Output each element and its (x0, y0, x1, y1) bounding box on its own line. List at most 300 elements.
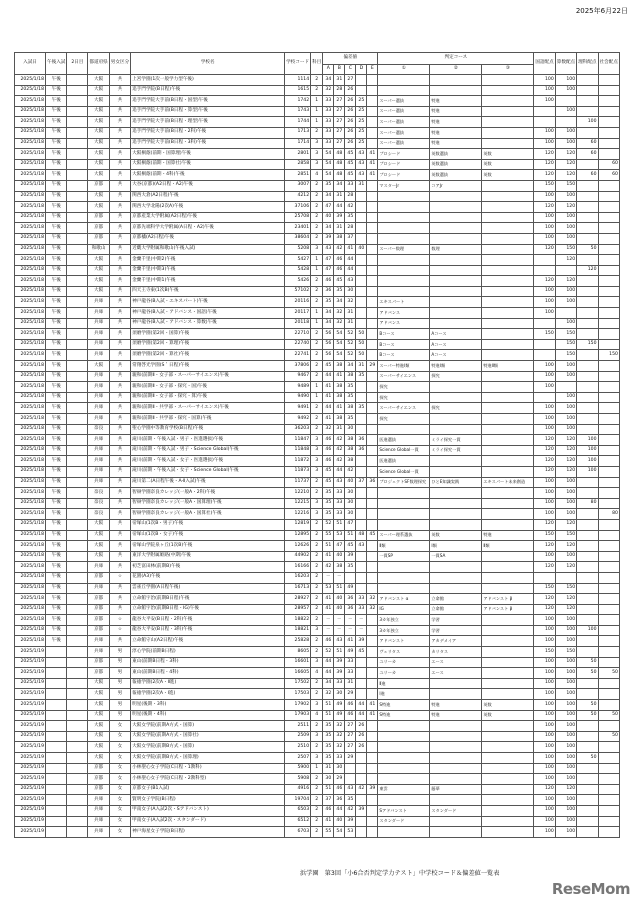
shakai-points (598, 297, 619, 308)
day2 (67, 106, 88, 117)
course-1: Sアドバンスト (378, 805, 430, 816)
gender: 女 (109, 805, 130, 816)
subject-count: 2 (311, 202, 323, 213)
pref: 京都 (88, 657, 109, 668)
course-3 (482, 435, 534, 446)
hensachi-b: 40 (334, 604, 345, 615)
hensachi-e (367, 509, 378, 520)
hensachi-d (356, 414, 367, 425)
course-3 (482, 244, 534, 255)
hensachi-b: 30 (334, 689, 345, 700)
hensachi-a: 52 (323, 647, 334, 658)
sansu-points: 120 (555, 784, 576, 795)
am-pm: 午後 (46, 392, 67, 403)
subject-count: 2 (311, 530, 323, 541)
subject-count: 2 (311, 562, 323, 573)
hensachi-a: － (323, 572, 334, 583)
subject-count: 3 (311, 498, 323, 509)
course-3 (482, 127, 534, 138)
hensachi-d (356, 456, 367, 467)
hensachi-e (367, 308, 378, 319)
exam-date: 2025/1/18 (15, 297, 46, 308)
pref: 兵庫 (88, 816, 109, 827)
am-pm (46, 657, 67, 668)
table-row (15, 117, 620, 128)
school-name: 帝塚山(1次B・女子)午後 (131, 530, 285, 541)
school-name: 京都先端科学大学附属(A日程・A2)午後 (131, 223, 285, 234)
shakai-points (598, 488, 619, 499)
subject-count: 2 (311, 339, 323, 350)
exam-date: 2025/1/18 (15, 519, 46, 530)
hensachi-c: 27 (345, 731, 356, 742)
pref: 兵庫 (88, 562, 109, 573)
am-pm: 午後 (46, 551, 67, 562)
hensachi-a: 34 (323, 223, 334, 234)
pref: 兵庫 (88, 382, 109, 393)
header-rika: 理科配点 (577, 53, 598, 75)
school-name: 明星(後期・4科) (131, 710, 285, 721)
course-1: ヴェリタス (378, 647, 430, 658)
table-row (15, 551, 620, 562)
table-body (15, 75, 620, 838)
course-3 (482, 519, 534, 530)
sansu-points: 100 (555, 700, 576, 711)
gender: 男 (109, 668, 130, 679)
school-name: 京都産業大学附属(A2日程)午後 (131, 212, 285, 223)
am-pm: 午後 (46, 286, 67, 297)
hensachi-d (356, 562, 367, 573)
school-code: 11847 (285, 435, 311, 446)
hensachi-c: 35 (345, 795, 356, 806)
hensachi-e: 29 (367, 361, 378, 372)
hensachi-b: 35 (334, 286, 345, 297)
shakai-points (598, 308, 619, 319)
day2 (67, 657, 88, 668)
course-3 (482, 689, 534, 700)
hensachi-d (356, 816, 367, 827)
course-1: プロシード (378, 149, 430, 160)
table-row (15, 329, 620, 340)
table-row (15, 710, 620, 721)
course-3 (482, 212, 534, 223)
table-row (15, 636, 620, 647)
hensachi-a: 41 (323, 382, 334, 393)
day2 (67, 117, 88, 128)
subject-count: 4 (311, 668, 323, 679)
subject-count: 2 (311, 551, 323, 562)
shakai-points (598, 85, 619, 96)
hensachi-b: 31 (334, 223, 345, 234)
am-pm: 午後 (46, 138, 67, 149)
rika-points: 50 (577, 244, 598, 255)
gender: 共 (109, 202, 130, 213)
kokugo-points (534, 339, 555, 350)
course-1 (378, 827, 430, 838)
hensachi-e (367, 668, 378, 679)
hensachi-e: 41 (367, 700, 378, 711)
subject-count: 2 (311, 594, 323, 605)
hensachi-a: 44 (323, 668, 334, 679)
hensachi-a: 46 (323, 805, 334, 816)
day2 (67, 647, 88, 658)
exam-date: 2025/1/18 (15, 583, 46, 594)
subject-count: 2 (311, 223, 323, 234)
day2 (67, 170, 88, 181)
pref: 大阪 (88, 276, 109, 287)
subject-count: 2 (311, 180, 323, 191)
hensachi-b: 33 (334, 678, 345, 689)
rika-points (577, 784, 598, 795)
course-1 (378, 424, 430, 435)
pref: 大阪 (88, 106, 109, 117)
school-code: 1742 (285, 96, 311, 107)
subject-count: 3 (311, 625, 323, 636)
hensachi-a: 32 (323, 85, 334, 96)
gender: 共 (109, 191, 130, 202)
hensachi-c: 27 (345, 75, 356, 86)
hensachi-a: 51 (323, 710, 334, 721)
rika-points (577, 509, 598, 520)
course-2: 探究 (430, 371, 482, 382)
sansu-points: 120 (555, 456, 576, 467)
day2 (67, 244, 88, 255)
exam-date: 2025/1/19 (15, 763, 46, 774)
course-1 (378, 75, 430, 86)
hensachi-a: 40 (323, 212, 334, 223)
kokugo-points: 120 (534, 594, 555, 605)
header-course-2: ② (430, 65, 482, 75)
exam-date: 2025/1/18 (15, 615, 46, 626)
sansu-points: 100 (555, 212, 576, 223)
school-name: 花園(A3)午後 (131, 572, 285, 583)
hensachi-a: 47 (323, 255, 334, 266)
exam-date: 2025/1/19 (15, 647, 46, 658)
shakai-points: 60 (598, 170, 619, 181)
pref: 大阪 (88, 551, 109, 562)
hensachi-b: 32 (334, 742, 345, 753)
course-3 (482, 382, 534, 393)
day2 (67, 159, 88, 170)
table-row (15, 297, 620, 308)
pref: 大阪 (88, 710, 109, 721)
pref: 京都 (88, 784, 109, 795)
kokugo-points: 100 (534, 763, 555, 774)
subject-count: 2 (311, 678, 323, 689)
course-2 (430, 191, 482, 202)
hensachi-d: 44 (356, 710, 367, 721)
gender: 共 (109, 636, 130, 647)
rika-points (577, 96, 598, 107)
hensachi-d (356, 318, 367, 329)
pref: 大阪 (88, 742, 109, 753)
kokugo-points: 100 (534, 678, 555, 689)
exam-date: 2025/1/19 (15, 678, 46, 689)
gender: 共 (109, 329, 130, 340)
gender: 女 (109, 795, 130, 806)
school-name: 追手門学院大手前(B日程・国型)午後 (131, 96, 285, 107)
hensachi-b: 32 (334, 731, 345, 742)
rika-points (577, 795, 598, 806)
hensachi-e (367, 191, 378, 202)
rika-points (577, 816, 598, 827)
course-1 (378, 255, 430, 266)
kokugo-points: 120 (534, 435, 555, 446)
course-1 (378, 202, 430, 213)
subject-count: 2 (311, 742, 323, 753)
am-pm: 午後 (46, 117, 67, 128)
table-row (15, 85, 620, 96)
hensachi-a: 45 (323, 466, 334, 477)
course-1: アドバンス (378, 308, 430, 319)
rika-points (577, 223, 598, 234)
table-row (15, 774, 620, 785)
exam-date: 2025/1/18 (15, 403, 46, 414)
am-pm: 午後 (46, 572, 67, 583)
am-pm (46, 689, 67, 700)
course-2: 特進 (430, 710, 482, 721)
rika-points (577, 255, 598, 266)
school-name: 立命館宇治(前期B日程)午後 (131, 594, 285, 605)
school-code: 2801 (285, 149, 311, 160)
pref: 大阪 (88, 689, 109, 700)
shakai-points (598, 127, 619, 138)
subject-count: 3 (311, 753, 323, 764)
subject-count: 2 (311, 583, 323, 594)
hensachi-c (345, 774, 356, 785)
gender: 共 (109, 233, 130, 244)
sansu-points (555, 382, 576, 393)
hensachi-d (356, 572, 367, 583)
table-row (15, 604, 620, 615)
gender: 共 (109, 562, 130, 573)
hensachi-b: 46 (334, 255, 345, 266)
course-1: スタンダード (378, 816, 430, 827)
day2 (67, 297, 88, 308)
gender: 共 (109, 466, 130, 477)
course-2 (430, 85, 482, 96)
day2 (67, 753, 88, 764)
hensachi-d: － (356, 625, 367, 636)
table-row (15, 594, 620, 605)
gender: 女 (109, 753, 130, 764)
school-name: 大谷(京都)(A2日程・A2)午後 (131, 180, 285, 191)
gender: 共 (109, 361, 130, 372)
gender: 共 (109, 604, 130, 615)
hensachi-d (356, 202, 367, 213)
course-2: 藤華 (430, 784, 482, 795)
course-1: スーパー選抜 (378, 96, 430, 107)
day2 (67, 572, 88, 583)
hensachi-c: 31 (345, 318, 356, 329)
gender: 共 (109, 498, 130, 509)
footer-caption: 浜学園 第3回「小6合否判定学力テスト」中学校コード＆偏差値一覧表 (300, 870, 500, 877)
shakai-points (598, 223, 619, 234)
course-1 (378, 753, 430, 764)
kokugo-points: 120 (534, 541, 555, 552)
subject-count: 2 (311, 647, 323, 658)
table-row (15, 233, 620, 244)
hensachi-e (367, 562, 378, 573)
school-name: 智辯学園奈良カレッジ(一般A・国算社)午後 (131, 509, 285, 520)
hensachi-e (367, 75, 378, 86)
hensachi-c: 45 (345, 159, 356, 170)
exam-date: 2025/1/18 (15, 530, 46, 541)
school-code: 12215 (285, 498, 311, 509)
course-1: 探究 (378, 392, 430, 403)
school-code: 3007 (285, 180, 311, 191)
rika-points: 50 (577, 668, 598, 679)
table-row (15, 615, 620, 626)
subject-count: 2 (311, 604, 323, 615)
course-1 (378, 519, 430, 530)
course-2 (430, 795, 482, 806)
rika-points (577, 805, 598, 816)
table-row (15, 435, 620, 446)
hensachi-c: 42 (345, 466, 356, 477)
subject-count: 3 (311, 456, 323, 467)
course-3 (482, 392, 534, 403)
header-h-d: D (356, 65, 367, 75)
rika-points (577, 276, 598, 287)
school-name: 親和(前期Ⅱ・女子部・探究・算)午後 (131, 392, 285, 403)
course-3: 特進Ⅱ類 (482, 361, 534, 372)
rika-points (577, 731, 598, 742)
hensachi-e: 41 (367, 710, 378, 721)
hensachi-c: 46 (345, 710, 356, 721)
day2 (67, 625, 88, 636)
gender: 共 (109, 509, 130, 520)
school-code: 44902 (285, 551, 311, 562)
school-code: 16605 (285, 668, 311, 679)
table-row (15, 339, 620, 350)
subject-count: 2 (311, 350, 323, 361)
hensachi-e (367, 445, 378, 456)
am-pm: 午後 (46, 403, 67, 414)
am-pm (46, 816, 67, 827)
course-3 (482, 678, 534, 689)
course-3 (482, 583, 534, 594)
hensachi-e (367, 276, 378, 287)
hensachi-e (367, 180, 378, 191)
subject-count: 2 (311, 233, 323, 244)
exam-date: 2025/1/18 (15, 456, 46, 467)
day2 (67, 435, 88, 446)
gender: 共 (109, 583, 130, 594)
hensachi-c: 49 (345, 647, 356, 658)
hensachi-b: 39 (334, 212, 345, 223)
pref: 奈良 (88, 488, 109, 499)
shakai-points (598, 816, 619, 827)
school-code: 2510 (285, 742, 311, 753)
course-3 (482, 371, 534, 382)
kokugo-points: 100 (534, 233, 555, 244)
table-row (15, 212, 620, 223)
exam-date: 2025/1/18 (15, 318, 46, 329)
gender: 共 (109, 414, 130, 425)
hensachi-b: 42 (334, 456, 345, 467)
subject-count: 2 (311, 403, 323, 414)
school-name: 聖心学園中等教育学校(B日程)午後 (131, 424, 285, 435)
gender: 女 (109, 774, 130, 785)
am-pm (46, 678, 67, 689)
hensachi-c: 35 (345, 382, 356, 393)
course-1: プロジェクトSF数理探究 (378, 477, 430, 488)
day2 (67, 138, 88, 149)
sansu-points: 100 (555, 498, 576, 509)
hensachi-d: 43 (356, 541, 367, 552)
exam-date: 2025/1/19 (15, 742, 46, 753)
rika-points (577, 551, 598, 562)
hensachi-d (356, 223, 367, 234)
day2 (67, 816, 88, 827)
header-course: 判定コース (378, 53, 534, 65)
hensachi-e (367, 816, 378, 827)
hensachi-a: 44 (323, 403, 334, 414)
subject-count: 3 (311, 445, 323, 456)
school-name: 滝川(前期・午後入試・女子・医進選抜)午後 (131, 456, 285, 467)
hensachi-d: 44 (356, 700, 367, 711)
table-row (15, 180, 620, 191)
course-2: Aコース (430, 329, 482, 340)
hensachi-c: 47 (345, 519, 356, 530)
hensachi-a: 39 (323, 233, 334, 244)
exam-date: 2025/1/18 (15, 488, 46, 499)
kokugo-points: 100 (534, 827, 555, 838)
hensachi-d (356, 488, 367, 499)
table-row (15, 731, 620, 742)
hensachi-b: 49 (334, 700, 345, 711)
hensachi-d (356, 75, 367, 86)
am-pm: 午後 (46, 96, 67, 107)
subject-count: 2 (311, 329, 323, 340)
hensachi-e (367, 678, 378, 689)
course-1: Bコース (378, 329, 430, 340)
day2 (67, 191, 88, 202)
table-row (15, 541, 620, 552)
header-gender: 男女区分 (109, 53, 130, 75)
pref: 兵庫 (88, 477, 109, 488)
rika-points (577, 382, 598, 393)
subject-count: 1 (311, 392, 323, 403)
school-name: 立命館守山(A2日程)午後 (131, 636, 285, 647)
school-name: 帝塚山学院泉ヶ丘(1次B)午後 (131, 541, 285, 552)
kokugo-points: 150 (534, 583, 555, 594)
hensachi-e (367, 117, 378, 128)
course-2 (430, 678, 482, 689)
course-1: スーパー特進Ⅰ類 (378, 361, 430, 372)
subject-count: 2 (311, 816, 323, 827)
hensachi-c: 45 (345, 541, 356, 552)
course-2 (430, 562, 482, 573)
kokugo-points: 100 (534, 308, 555, 319)
gender: 共 (109, 350, 130, 361)
rika-points (577, 604, 598, 615)
am-pm: 午後 (46, 223, 67, 234)
school-name: 甲南女子(A入試2次・Sアドバンスト) (131, 805, 285, 816)
school-code: 5208 (285, 244, 311, 255)
rika-points: 60 (577, 149, 598, 160)
shakai-points (598, 286, 619, 297)
sansu-points: 150 (555, 329, 576, 340)
hensachi-d: 43 (356, 149, 367, 160)
course-2 (430, 689, 482, 700)
day2 (67, 456, 88, 467)
hensachi-b: 51 (334, 519, 345, 530)
kokugo-points: 120 (534, 466, 555, 477)
course-2 (430, 731, 482, 742)
sansu-points: 150 (555, 339, 576, 350)
rika-points (577, 233, 598, 244)
